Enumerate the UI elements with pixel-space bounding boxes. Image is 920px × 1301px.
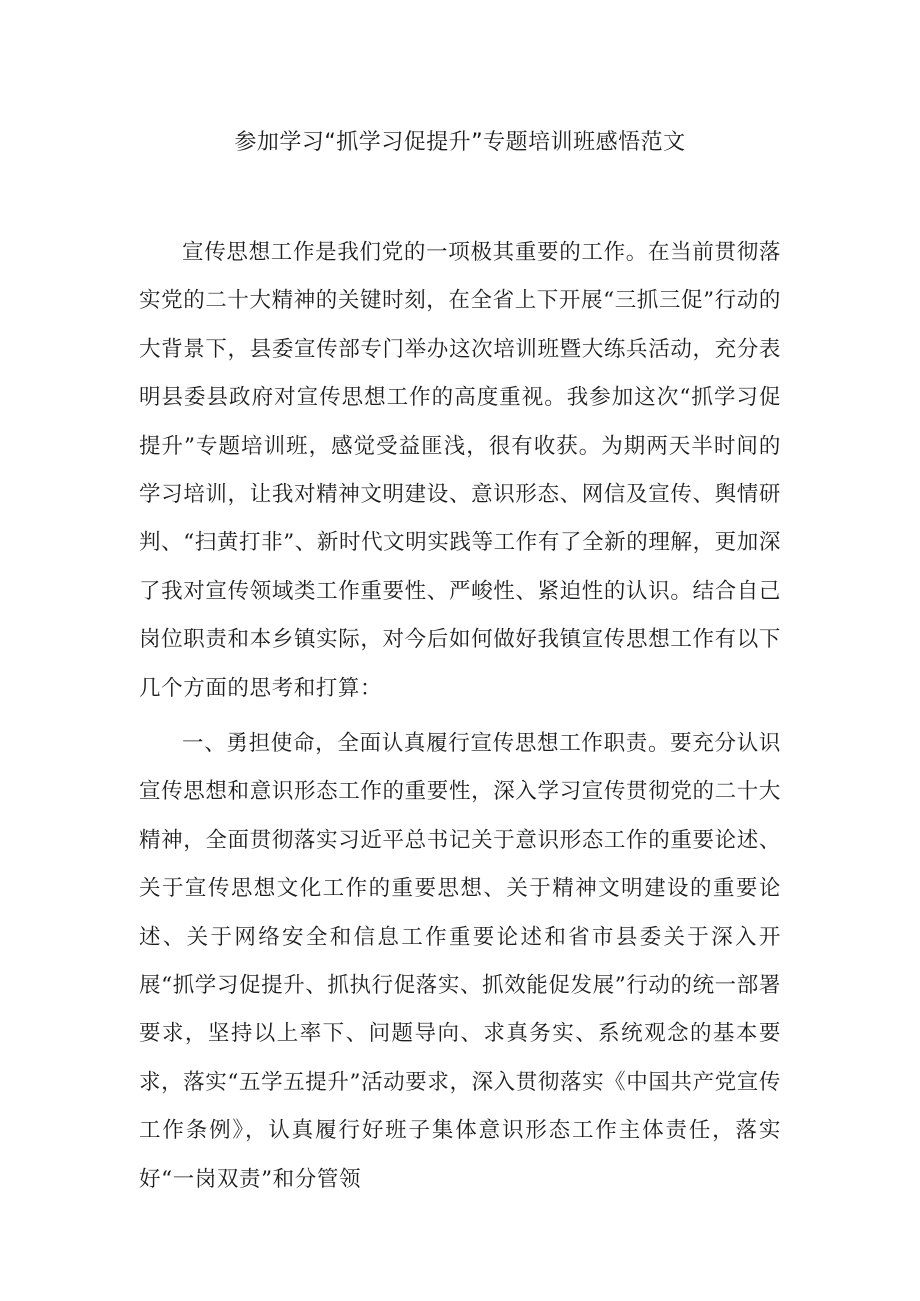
paragraph-intro: 宣传思想工作是我们党的一项极其重要的工作。在当前贯彻落实党的二十大精神的关键时刻，在全省上下开展“三抓三促”行动的大背景下，县委宣传部专门举办这次培训班暨大练兵活动，充分表明县委县政府对宣传思想工作的高度重视。我参加这次“抓学习促提升”专题培训班，感觉受益匪浅，很有收获。为期两天半时间的学习培训，让我对精神文明建设、意识形态、网信及宣传、舆情研判、“扫黄打非”、新时代文明实践等工作有了全新的理解，更加深了我对宣传领域类工作重要性、严峻性、紧迫性的认识。结合自己岗位职责和本乡镇实际，对今后如何做好我镇宣传思想工作有以下几个方面的思考和打算： <box>139 240 781 701</box>
document-title: 参加学习“抓学习促提升”专题培训班感悟范文 <box>234 130 686 155</box>
paragraph-section-one: 一、勇担使命，全面认真履行宣传思想工作职责。要充分认识宣传思想和意识形态工作的重要性，深入学习宣传贯彻党的二十大精神，全面贯彻落实习近平总书记关于意识形态工作的重要论述、关于宣传思想文化工作的重要思想、关于精神文明建设的重要论述、关于网络安全和信息工作重要论述和省市县委关于深入开展“抓学习促提升、抓执行促落实、抓效能促发展”行动的统一部署要求，坚持以上率下、问题导向、求真务实、系统观念的基本要求，落实“五学五提升”活动要求，深入贯彻落实《中国共产党宣传工作条例》，认真履行好班子集体意识形态工作主体责任，落实好“一岗双责”和分管领 <box>139 731 781 1192</box>
